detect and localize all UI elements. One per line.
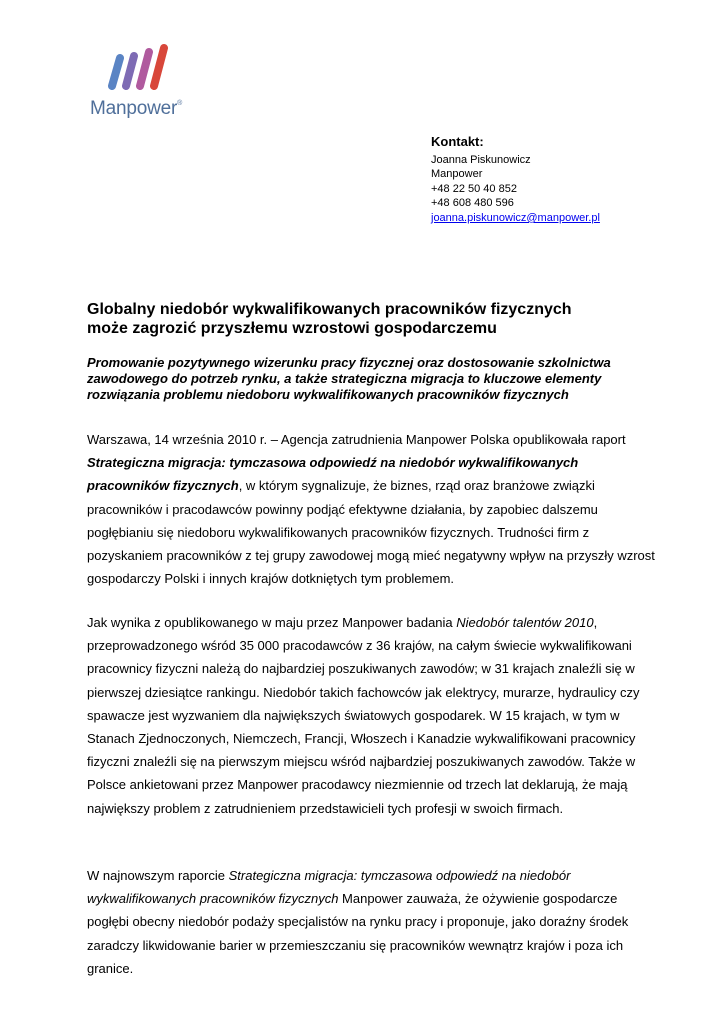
contact-name: Joanna Piskunowicz <box>431 153 531 166</box>
manpower-logo <box>90 42 190 122</box>
contact-heading: Kontakt: <box>431 134 484 149</box>
logo-wordmark: Manpower® <box>90 98 183 119</box>
contact-company: Manpower <box>431 168 483 181</box>
manpower-logo-mark-icon <box>98 42 178 90</box>
lead-paragraph: Promowanie pozytywnego wizerunku pracy fizycznej oraz dostosowanie szkolnictwa zawodowego do potrzeb rynku, a także strategiczna migracja to kluczowe elementy rozwiązania problemu niedoboru wykwalifikowanych pracowników fizycznych <box>87 355 611 402</box>
paragraph-1: Warszawa, 14 września 2010 r. – Agencja zatrudnienia Manpower Polska opublikowała raport Strategiczna migracja: tymczasowa odpowiedź na niedobór wykwalifikowanych pracowników fizycznych, w którym sygnalizuje, że biznes, rząd oraz branżowe związki pracowników i pracodawców powinny podjąć efektywne działania, by zapobiec dalszemu pogłębianiu się niedoboru wykwalifikowanych pracowników fizycznych. Trudności firm z pozyskaniem pracowników z tej grupy zawodowej mogą mieć negatywny wpływ na przyszły wzrost gospodarczy Polski i innych krajów dotkniętych tym problemem. <box>87 432 655 587</box>
contact-phone-1: +48 22 50 40 852 <box>431 182 517 195</box>
report-title-bold: Strategiczna migracja: tymczasowa odpowiedź na niedobór wykwalifikowanych pracowników fizycznych <box>87 455 579 494</box>
contact-block <box>431 135 600 226</box>
title-line-2: może zagrozić przyszłemu wzrostowi gospodarczemu <box>87 320 497 337</box>
paragraph-2: Jak wynika z opublikowanego w maju przez Manpower badania Niedobór talentów 2010, przeprowadzonego wśród 35 000 pracodawców z 36 krajów, na całym świecie wykwalifikowani pracownicy fizyczni należą do najbardziej poszukiwanych zawodów; w 31 krajach znaleźli się w pierwszej dziesiątce rankingu. Niedobór takich fachowców jak elektrycy, murarze, hydraulicy czy spawacze jest wyzwaniem dla największych światowych gospodarek. W 15 krajach, w tym w Stanach Zjednoczonych, Niemczech, Francji, Włoszech i Kanadzie wykwalifikowani pracownicy fizyczni znaleźli się na pierwszym miejscu wśród najbardziej poszukiwanych zawodów. Także w Polsce ankietowani przez Manpower pracodawcy niezmiennie od trzech lat deklarują, że mają największy problem z zatrudnieniem przedstawicieli tych profesji w swoich firmach. <box>87 615 640 816</box>
report-title-italic: Strategiczna migracja: tymczasowa odpowiedź na niedobór wykwalifikowanych pracowników fizycznych <box>87 868 571 907</box>
document-title <box>87 300 647 338</box>
contact-phone-2: +48 608 480 596 <box>431 197 514 210</box>
contact-email-link[interactable]: joanna.piskunowicz@manpower.pl <box>431 211 600 224</box>
paragraph-3: W najnowszym raporcie Strategiczna migracja: tymczasowa odpowiedź na niedobór wykwalifikowanych pracowników fizycznych Manpower zauważa, że ożywienie gospodarcze pogłębi obecny niedobór podaży specjalistów na rynku pracy i proponuje, jako doraźny środek zaradczy likwidowanie barier w przemieszczaniu się pracowników wewnątrz krajów i poza ich granice. <box>87 868 629 976</box>
survey-title-italic: Niedobór talentów 2010 <box>456 615 594 630</box>
title-line-1: Globalny niedobór wykwalifikowanych pracowników fizycznych <box>87 301 572 318</box>
